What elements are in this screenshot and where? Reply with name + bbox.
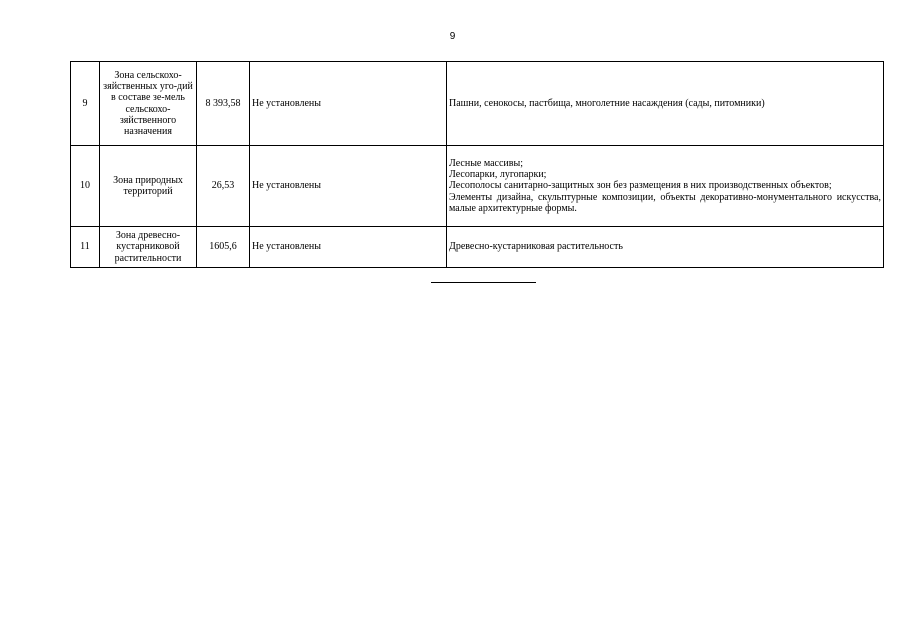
table-row	[71, 146, 884, 227]
zone-area-cell: 26,53	[197, 146, 250, 227]
zone-area-cell: 1605,6	[197, 227, 250, 268]
zone-limits-cell: Не установлены	[250, 227, 447, 268]
zone-use-line: Элементы дизайна, скульптурные композиции, объекты декоративно-монументального искусства, малые архитектурные формы.	[449, 191, 881, 214]
zone-number-cell: 11	[71, 227, 100, 268]
zone-number-cell: 10	[71, 146, 100, 227]
zone-uses-cell	[447, 62, 884, 146]
zone-number-cell: 9	[71, 62, 100, 146]
zone-use-line: Лесополосы санитарно-защитных зон без размещения в них производственных объектов;	[449, 180, 832, 192]
zone-limits-cell: Не установлены	[250, 62, 447, 146]
table-row	[71, 227, 884, 268]
zone-area-cell: 8 393,58	[197, 62, 250, 146]
zone-name-cell: Зона древесно-кустарниковой растительности	[100, 227, 197, 268]
zone-use-line: Лесопарки, лугопарки;	[449, 169, 547, 181]
zone-name-cell: Зона природных территорий	[100, 146, 197, 227]
end-of-document-rule	[431, 282, 536, 283]
page-number: 9	[449, 31, 456, 42]
zone-limits-cell: Не установлены	[250, 146, 447, 227]
zone-use-line: Лесные массивы;	[449, 157, 523, 169]
zone-name-cell: Зона сельскохо-зяйственных уго-дий в составе зе-мель сельскохо-зяйственного назначения	[100, 62, 197, 146]
zone-use-line: Пашни, сенокосы, пастбища, многолетние насаждения (сады, питомники)	[449, 97, 765, 109]
zone-use-line: Древесно-кустарниковая растительность	[449, 241, 623, 253]
zones-table	[70, 61, 884, 268]
zone-uses-cell	[447, 146, 884, 227]
table-row	[71, 62, 884, 146]
zone-uses-cell	[447, 227, 884, 268]
